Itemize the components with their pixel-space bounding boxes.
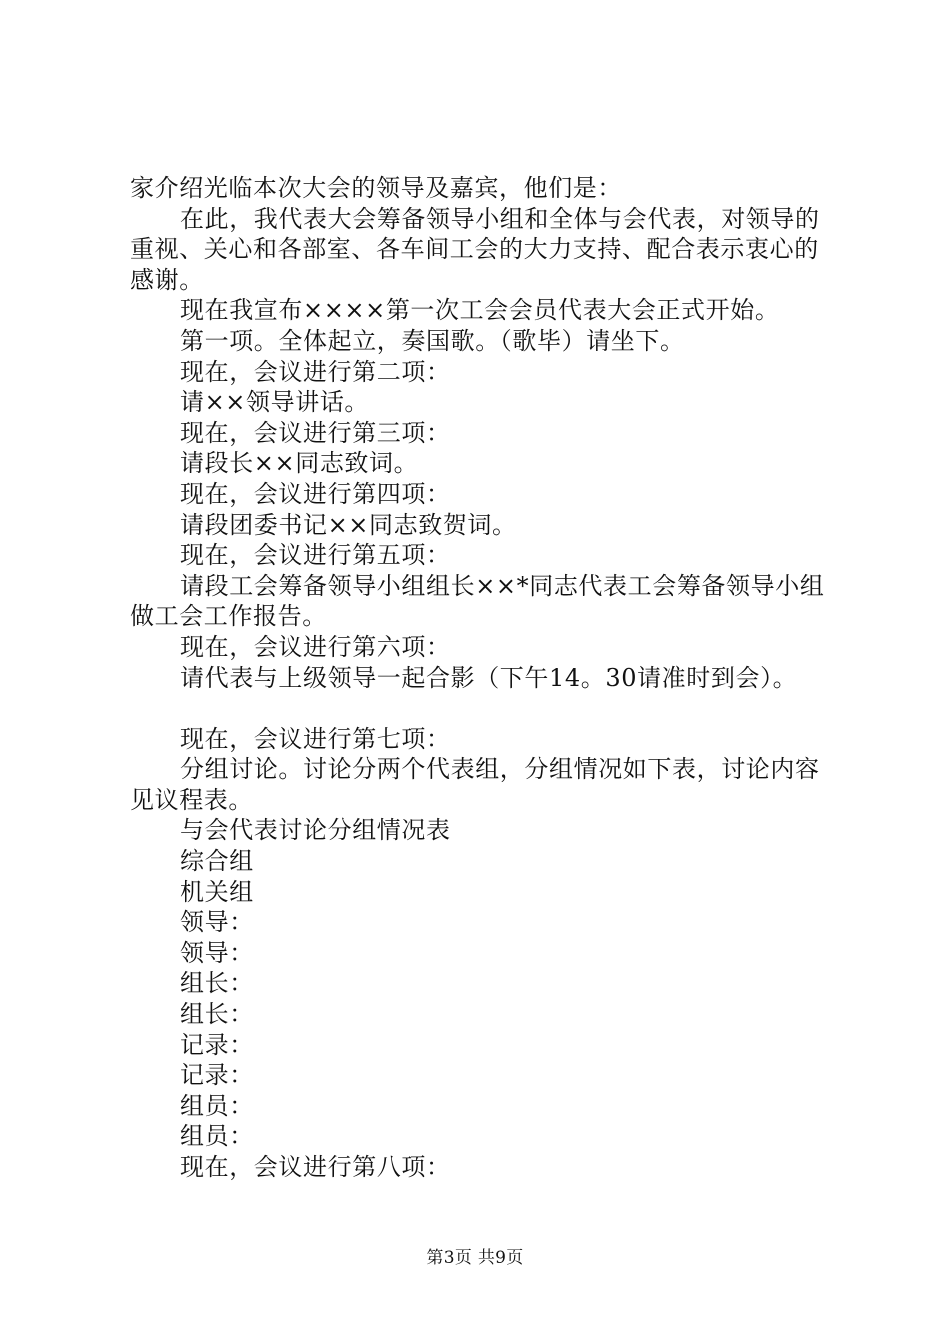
paragraph: 组员： [180,1122,254,1151]
paragraph: 请××领导讲话。 [180,388,370,417]
paragraph: 组长： [180,969,254,998]
paragraph: 在此，我代表大会筹备领导小组和全体与会代表，对领导的重视、关心和各部室、各车间工会的大力支持、配合表示衷心的感谢。 [130,204,820,294]
paragraph: 家介绍光临本次大会的领导及嘉宾，他们是： [130,174,622,202]
paragraph: 现在，会议进行第六项： [180,632,451,661]
paragraph: 请段团委书记××同志致贺词。 [180,510,517,539]
paragraph: 记录： [180,1061,254,1090]
paragraph: 记录： [180,1030,254,1059]
paragraph: 请段工会筹备领导小组组长××*同志代表工会筹备领导小组做工会工作报告。 [130,571,825,631]
paragraph: 现在，会议进行第三项： [180,418,451,447]
paragraph: 综合组 [180,847,254,876]
paragraph: 机关组 [180,877,254,906]
paragraph: 领导： [180,908,254,937]
paragraph: 请代表与上级领导一起合影（下午14。30请准时到会）。 [180,663,798,692]
paragraph: 请段长××同志致词。 [180,449,419,478]
paragraph: 现在，会议进行第八项： [180,1153,451,1181]
paragraph: 组长： [180,1000,254,1029]
paragraph: 与会代表讨论分组情况表 [180,816,451,845]
paragraph: 组员： [180,1091,254,1120]
paragraph: 现在，会议进行第四项： [180,479,451,508]
paragraph: 现在我宣布××××第一次工会会员代表大会正式开始。 [180,296,780,325]
paragraph: 分组讨论。讨论分两个代表组，分组情况如下表，讨论内容见议程表。 [130,755,820,814]
paragraph: 现在，会议进行第五项： [180,541,451,570]
paragraph: 现在，会议进行第二项： [180,357,451,386]
blank-line [130,693,835,724]
paragraph: 领导： [180,938,254,967]
page-footer: 第3页 共9页 [426,1248,524,1268]
document-body [130,173,835,1183]
paragraph: 现在，会议进行第七项： [180,724,451,753]
paragraph: 第一项。全体起立，奏国歌。（歌毕）请坐下。 [180,326,685,355]
